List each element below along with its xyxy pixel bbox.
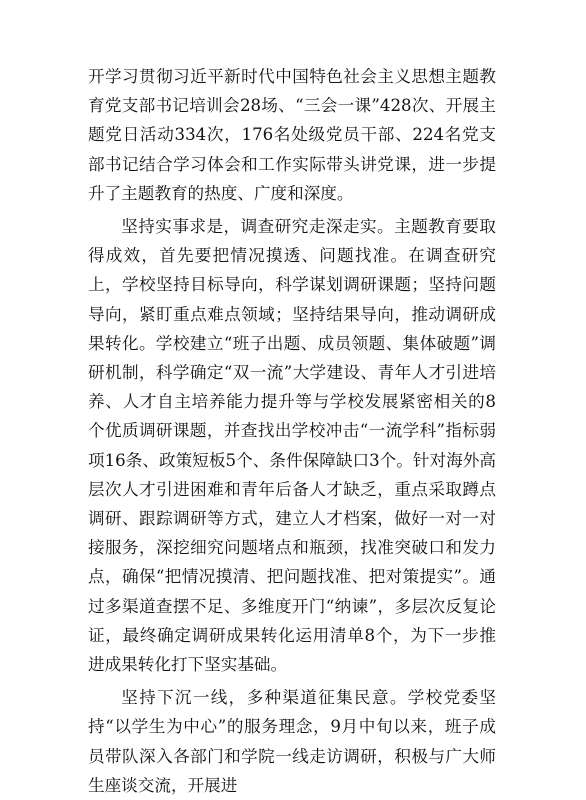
document-body	[88, 62, 496, 800]
paragraph-investigation-research: 坚持实事求是，调查研究走深走实。主题教育要取得成效，首先要把情况摸透、问题找准。在调查研究上，学校坚持目标导向，科学谋划调研课题；坚持问题导向，紧盯重点难点领域；坚持结果导向，推动调研成果转化。学校建立“班子出题、成员领题、集体破题”调研机制，科学确定“双一流”大学建设、青年人才引进培养、人才自主培养能力提升等与学校发展紧密相关的8个优质调研课题，并查找出学校冲击“一流学科”指标弱项16条、政策短板5个、条件保障缺口3个。针对海外高层次人才引进困难和青年后备人才缺乏，重点采取蹲点调研、跟踪调研等方式，建立人才档案，做好一对一对接服务，深挖细究问题堵点和瓶颈，找准突破口和发力点，确保“把情况摸清、把问题找准、把对策提实”。通过多渠道查摆不足、多维度开门“纳谏”，多层次反复论证，最终确定调研成果转化运用清单8个，为下一步推进成果转化打下坚实基础。	[88, 217, 496, 675]
paragraph-grassroots-opinion: 坚持下沉一线，多种渠道征集民意。学校党委坚持“以学生为中心”的服务理念，9月中旬以来，班子成员带队深入各部门和学院一线走访调研，积极与广大师生座谈交流，开展进	[88, 688, 496, 795]
paragraph-continuation: 开学习贯彻习近平新时代中国特色社会主义思想主题教育党支部书记培训会28场、“三会一课”428次、开展主题党日活动334次，176名处级党员干部、224名党支部书记结合学习体会和工作实际带头讲党课，进一步提升了主题教育的热度、广度和深度。	[88, 67, 496, 203]
